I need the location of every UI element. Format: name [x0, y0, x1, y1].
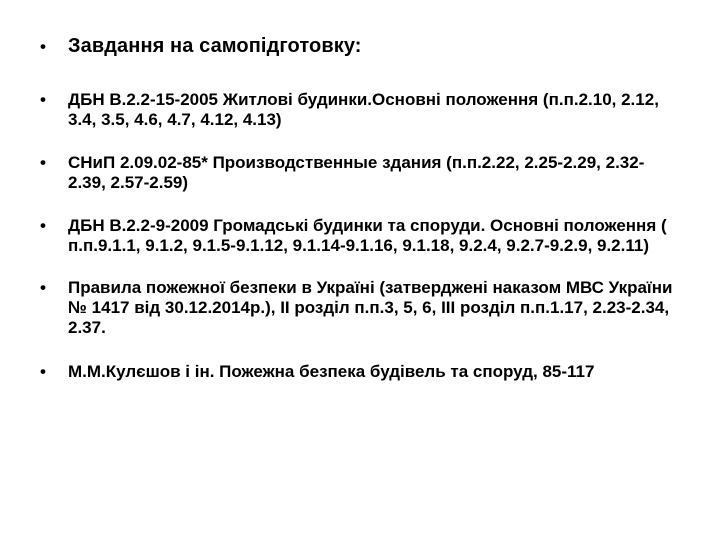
list-item: [40, 216, 680, 256]
list-item-text: ДБН В.2.2-15-2005 Житлові будинки.Основні положення (п.п.2.10, 2.12, 3.4, 3.5, 4.6, 4.7, 4.12, 4.13): [68, 90, 659, 129]
list-item-text: СНиП 2.09.02-85* Производственные здания (п.п.2.22, 2.25-2.29, 2.32-2.39, 2.57-2.59): [68, 153, 645, 192]
bullet-icon: •: [40, 37, 46, 56]
list-item-text: Правила пожежної безпеки в Україні (затверджені наказом МВС України № 1417 від 30.12.2014р.), II розділ п.п.3, 5, 6, III розділ п.п.1.17, 2.23-2.34, 2.37.: [68, 278, 673, 337]
bullet-icon: •: [40, 216, 46, 235]
list-item: [40, 278, 680, 338]
bullet-icon: •: [40, 362, 46, 381]
list-item-text: М.М.Кулєшов і ін. Пожежна безпека будівель та споруд, 85-117: [68, 362, 595, 381]
list-item: [40, 153, 680, 193]
heading-row: [40, 35, 362, 58]
slide-heading: Завдання на самопідготовку:: [68, 35, 362, 57]
reference-list: [40, 90, 680, 382]
list-item: [40, 362, 680, 382]
bullet-icon: •: [40, 153, 46, 172]
list-item: [40, 90, 680, 130]
bullet-icon: •: [40, 90, 46, 109]
bullet-icon: •: [40, 278, 46, 297]
list-item-text: ДБН В.2.2-9-2009 Громадські будинки та споруди. Основні положення ( п.п.9.1.1, 9.1.2, 9.1.5-9.1.12, 9.1.14-9.1.16, 9.1.18, 9.2.4, 9.2.7-9.2.9, 9.2.11): [68, 216, 667, 255]
